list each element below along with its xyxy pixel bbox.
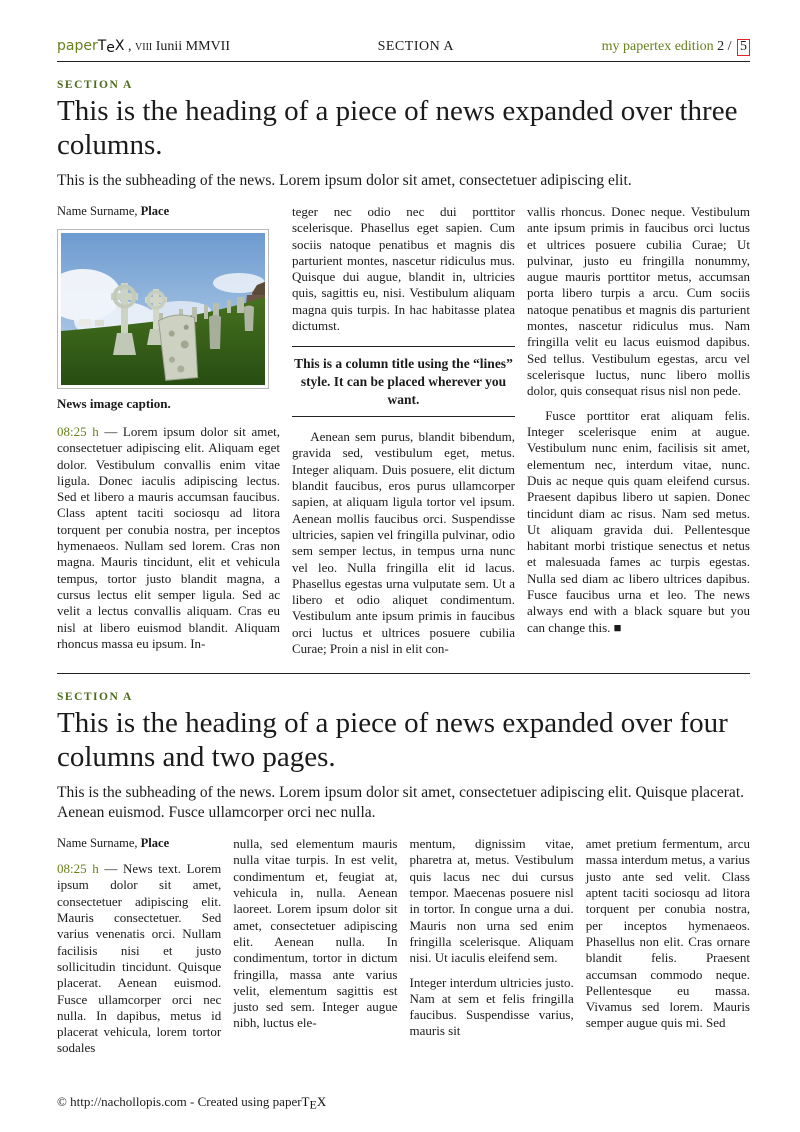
article-three-columns xyxy=(57,79,750,658)
column-3 xyxy=(527,204,750,658)
three-column-body xyxy=(57,204,750,658)
article-subheadline: This is the subheading of the news. Lorem ipsum dolor sit amet, consectetuer adipiscing elit. xyxy=(57,171,632,189)
four-column-body xyxy=(57,836,750,1057)
edition-pagination: my papertex edition 2 / 5 xyxy=(602,39,750,56)
edition-label: my papertex edition xyxy=(601,39,714,54)
article-headline: This is the heading of a piece of news expanded over three columns. xyxy=(57,94,738,161)
page-header xyxy=(57,38,750,62)
column-2 xyxy=(233,836,397,1057)
section-label: SECTION A xyxy=(57,691,133,704)
column-2 xyxy=(292,204,515,658)
timestamp: 08:25 h xyxy=(57,423,99,439)
cemetery-photo-illustration xyxy=(61,233,265,385)
header-section-title: SECTION A xyxy=(377,39,455,54)
column-3-text: mentum, dignissim vitae, pharetra at, metus. Vestibulum quis lacus nec dui cursus tempor. Maecenas posuere nisl in tortor. In congue urna a dui. Mauris non urna sed enim fringilla scelerisque. Aliquam nisi. Ut iaculis eleifend sem. Integer interdum ultricies justo. Nam at sem et felis fringilla faucibus. Suspendisse varius, mauris sit xyxy=(409,836,574,1039)
section-label: SECTION A xyxy=(57,78,133,91)
masthead xyxy=(57,38,230,55)
article-subheadline: This is the subheading of the news. Lorem ipsum dolor sit amet, consectetuer adipiscing elit. Quisque placerat. Aenean euismod. Fusce ullamcorper orci nec nulla. xyxy=(57,784,744,821)
current-page-number: 2 xyxy=(717,39,725,54)
column-3 xyxy=(410,836,574,1057)
issue-date: , viii Iunii MMVII xyxy=(124,39,231,54)
column-1 xyxy=(57,836,221,1057)
logo-paper: paper xyxy=(57,38,98,54)
article-separator-rule xyxy=(57,673,750,674)
page-footer xyxy=(57,1094,750,1110)
column-1-text: 08:25 h — News text. Lorem ipsum dolor sit amet, consectetuer adipiscing elit. Mauris consectetuer. Sed varius venenatis orci. Nullam facilisis nisi et justo sollicitudin tincidunt. Quisque placerat. Aenean euismod. Fusce ullamcorper orci nec nulla. In dapibus, metus id placerat vehicula, lorem tortor sodales xyxy=(57,861,222,1056)
column-2-text: nulla, sed elementum mauris nulla vitae turpis. In est velit, condimentum et, feugiat at, vehicula in, nulla. Aenean laoreet. Lorem ipsum dolor sit amet, consectetuer adipiscing elit. Aenean nulla. In condimentum, tortor in dictum fringilla, massa ante varius velit, elementum sagittis est justo sed sem. Integer augue nibh, luctus ele- xyxy=(233,836,398,1031)
photo-caption: News image caption. xyxy=(57,395,171,411)
article-headline: This is the heading of a piece of news expanded over four columns and two pages. xyxy=(57,707,728,774)
timestamp: 08:25 h xyxy=(57,861,99,877)
copyright-line[interactable]: © http://nachollopis.com - Created using paper xyxy=(57,1094,302,1109)
column-1-text: 08:25 h — Lorem ipsum dolor sit amet, consectetuer adipiscing elit. Aliquam eget dolor. Vestibulum convallis enim vitae ligula. Donec iaculis adipiscing lectus. Sed et libero a mauris accumsan faucibus. Class aptent taciti sociosqu ad litora torquent per conubia nostra, per inceptos hymenaeos. Nullam sed lorem. Cras non magna. Mauris tincidunt, elit et vehicula tempus, tortor justo blandit magna, a cursus lectus elit semper ligula. Sed ac velit a lectus convallis aliquam. Cras eu nisl at libero euismod blandit. Aliquam rhoncus massa eu ipsum. In- xyxy=(57,423,280,651)
byline: Name Surname, Place xyxy=(57,203,170,218)
column-4 xyxy=(586,836,750,1057)
column-1 xyxy=(57,204,280,658)
column-4-text: amet pretium fermentum, arcu massa interdum metus, a varius justo ante sed velit. Class aptent taciti sociosqu ad litora torquent per conubia nostra, per inceptos hymenaeos. Phasellus non elit. Cras ornare blandit felis. Praesent accumsan commodo neque. Pellentesque eu massa. Vivamus sed lorem. Mauris semper augue quis mi. Sed xyxy=(585,836,750,1031)
logo-tex: TeX xyxy=(97,38,125,56)
footer-tex-logo: TEX xyxy=(301,1094,327,1112)
column-title-lines-style: This is a column title using the “lines” style. It can be placed wherever you want. xyxy=(292,346,515,417)
news-photo xyxy=(57,229,269,389)
column-2-text-bottom: Aenean sem purus, blandit bibendum, gravida sed, vestibulum eget, metus. Integer aliquam. Duis posuere, elit dictum blandit faucibus, eros purus ullamcorper sapien, at aliquam ligula tortor vel ipsum. Aenean mollis faucibus orci. Suspendisse ultricies, sapien vel fringilla pulvinar, odio sem semper lectus, in tempus urna nunc vel leo. Nulla fringilla elit id lacus. Phasellus egestas urna vulputate sem. Ut a libero et odio aliquet condimentum. Vestibulum ante ipsum primis in faucibus orci luctus et ultrices posuere cubilia Curae; Proin a nisl in elit con- xyxy=(292,429,515,657)
article-four-columns xyxy=(57,691,750,1056)
column-2-text-top: teger nec odio nec dui porttitor scelerisque. Phasellus eget sapien. Cum sociis natoque penatibus et magnis dis parturient montes, nascetur ridiculus mus. Quisque dui augue, blandit in, ultricies quis, sagittis eu, nisi. Vestibulum aliquam magna quis turpis. In hac habitasse platea dictumst. xyxy=(292,203,515,334)
total-pages-link[interactable]: 5 xyxy=(737,39,750,56)
column-3-text: vallis rhoncus. Donec neque. Vestibulum ante ipsum primis in faucibus orci luctus et ultrices posuere cubilia Curae; Ut pulvinar, justo eu fringilla nonummy, augue mauris porttitor metus, accumsan porta libero turpis a arcu. Cum sociis natoque penatibus et magnis dis parturient montes, nascetur ridiculus mus. Nam fringilla velit eu lacus euismod dapibus. Sed tellus. Vestibulum egestas, arcu vel scelerisque luctus, nunc libero mollis dolor, quis consequat risus nisl non pede. Fusce porttitor erat aliquam felis. Integer scelerisque enim at augue. Vestibulum nunc enim, facilisis sit amet, elementum nec, interdum vitae, nunc. Duis ac neque quis quam eleifend cursus. Praesent dapibus libero ut sapien. Donec tincidunt diam ac risus. Nam sed metus. Ut aliquam gravida dui. Pellentesque habitant morbi tristique senectus et netus et malesuada fames ac turpis egestas. Nulla sed diam ac libero ultrices dapibus. Fusce faucibus urna et leo. The news always end with a black square but you can change this. ■ xyxy=(527,203,750,635)
byline: Name Surname, Place xyxy=(57,836,170,851)
